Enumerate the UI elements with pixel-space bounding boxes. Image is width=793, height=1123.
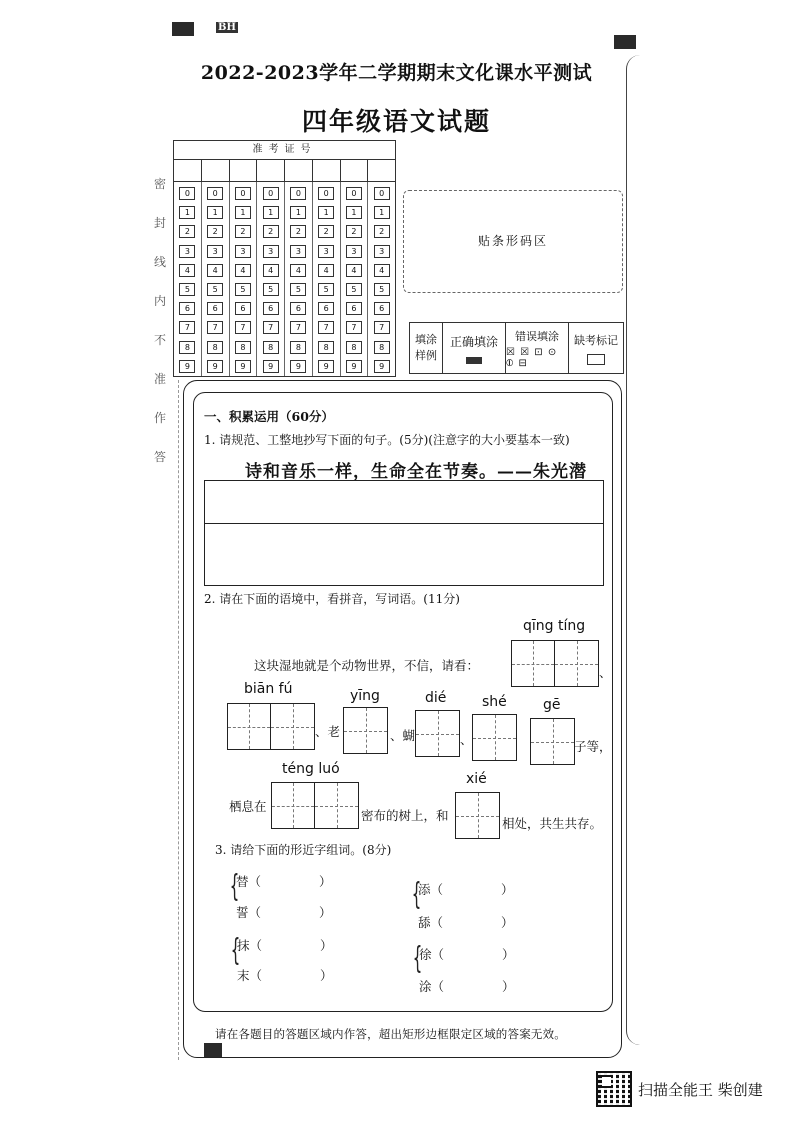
word-group-3a[interactable] (237, 936, 333, 954)
qr-code-icon (596, 1071, 632, 1107)
digit-bubble[interactable]: 0 (290, 187, 306, 200)
tianzige-ying[interactable] (343, 707, 388, 754)
question-2-prompt: 2. 请在下面的语境中，看拼音，写词语。(11分) (204, 592, 460, 606)
digit-bubble[interactable]: 3 (346, 245, 362, 258)
word-char: 添（ (418, 882, 444, 897)
digit-bubble[interactable]: 7 (290, 321, 306, 334)
q2-line1-end: 、 (599, 665, 612, 680)
digit-bubble[interactable]: 4 (263, 264, 279, 277)
word-char: 舔（ (418, 915, 444, 930)
legend-wrong-label: 错误填涂 (515, 329, 559, 343)
digit-bubble[interactable]: 8 (290, 341, 306, 354)
digit-bubble[interactable]: 7 (179, 321, 195, 334)
digit-bubble[interactable]: 7 (263, 321, 279, 334)
digit-bubble[interactable]: 9 (263, 360, 279, 373)
tianzige-die[interactable] (415, 710, 460, 757)
digit-bubble[interactable]: 5 (290, 283, 306, 296)
digit-bubble[interactable]: 9 (346, 360, 362, 373)
digit-bubble[interactable]: 4 (346, 264, 362, 277)
word-group-2b[interactable] (418, 913, 514, 931)
digit-bubble[interactable]: 9 (374, 360, 390, 373)
digit-bubble[interactable]: 2 (290, 225, 306, 238)
digit-bubble[interactable]: 3 (374, 245, 390, 258)
digit-bubble[interactable]: 6 (179, 302, 195, 315)
admission-number-write-row[interactable] (174, 159, 395, 182)
digit-bubble[interactable]: 1 (290, 206, 306, 219)
wrong-fill-marks: ☒ ☒ ⊡ ⊙ ⦶ ⊟ (506, 346, 558, 369)
alignment-marker-top-left (172, 22, 194, 36)
word-char: 末（ (237, 968, 263, 983)
seal-char: 准 (153, 372, 166, 386)
digit-bubble[interactable]: 2 (207, 225, 223, 238)
pinyin-xie: xié (466, 771, 487, 787)
tianzige-tengluo[interactable] (271, 782, 359, 829)
digit-bubble[interactable]: 3 (179, 245, 195, 258)
digit-column (174, 182, 202, 376)
seal-char: 答 (153, 450, 166, 464)
word-close: ） (320, 938, 333, 953)
brace: { (412, 941, 423, 976)
digit-column (230, 182, 258, 376)
digit-bubble[interactable]: 3 (318, 245, 334, 258)
digit-bubble[interactable]: 7 (235, 321, 251, 334)
digit-bubble[interactable]: 6 (207, 302, 223, 315)
admission-number-label: 准考证号 (174, 141, 395, 160)
pinyin-tengluo: téng luó (282, 761, 340, 777)
digit-column (285, 182, 313, 376)
digit-column (368, 182, 395, 376)
digit-bubble[interactable]: 3 (207, 245, 223, 258)
digit-bubble[interactable]: 1 (263, 206, 279, 219)
barcode-area: 贴条形码区 (403, 190, 623, 293)
digit-bubble[interactable]: 1 (318, 206, 334, 219)
q2-line2-hu: 、蝴 (390, 728, 416, 743)
binding-line (178, 380, 179, 1060)
q2-line3-mid: 密布的树上，和 (361, 808, 449, 823)
digit-bubble[interactable]: 3 (235, 245, 251, 258)
pinyin-ying: yīng (350, 688, 380, 704)
digit-bubble[interactable]: 0 (263, 187, 279, 200)
word-group-1a[interactable] (236, 872, 332, 890)
q2-line2-end: 子等， (574, 739, 612, 754)
digit-bubble[interactable]: 4 (207, 264, 223, 277)
question-3-prompt: 3. 请给下面的形近字组词。(8分) (215, 843, 392, 857)
legend-sample-label: 填涂样例 (410, 323, 443, 373)
legend-wrong (506, 323, 569, 373)
legend-absent-label: 缺考标记 (574, 333, 618, 347)
word-close: ） (319, 905, 332, 920)
q2-line2-dun: 、 (460, 732, 473, 747)
digit-bubble[interactable]: 4 (290, 264, 306, 277)
pinyin-qingting: qīng tíng (523, 618, 586, 634)
legend-correct-label: 正确填涂 (449, 334, 498, 349)
digit-bubble[interactable]: 6 (290, 302, 306, 315)
tianzige-qingting[interactable] (511, 640, 599, 687)
seal-char: 封 (153, 216, 166, 230)
digit-bubble[interactable]: 8 (207, 341, 223, 354)
pinyin-ge: gē (543, 697, 561, 713)
digit-bubble[interactable]: 2 (374, 225, 390, 238)
admission-number-grid (173, 140, 396, 377)
digit-bubble[interactable]: 2 (318, 225, 334, 238)
word-close: ） (502, 979, 515, 994)
digit-bubble[interactable]: 0 (207, 187, 223, 200)
seal-char: 不 (153, 333, 166, 347)
digit-bubble[interactable]: 4 (179, 264, 195, 277)
word-char: 誓（ (236, 905, 262, 920)
word-char: 替（ (236, 874, 262, 889)
q2-line3-end: 相处，共生共存。 (502, 816, 603, 831)
digit-bubble[interactable]: 6 (346, 302, 362, 315)
seal-char: 作 (153, 411, 166, 425)
tianzige-ge[interactable] (530, 718, 575, 765)
word-close: ） (319, 874, 332, 889)
exam-subtitle: 四年级语文试题 (301, 107, 491, 136)
q2-line2-lao: 、老 (315, 724, 341, 739)
section-heading: 一、积累运用（60分） (204, 409, 334, 424)
scanner-watermark: 扫描全能王 柴创建 (638, 1081, 763, 1099)
brace: { (411, 877, 422, 912)
digit-bubble[interactable]: 2 (263, 225, 279, 238)
q2-line1-text: 这块湿地就是个动物世界，不信，请看： (254, 658, 480, 673)
digit-bubble[interactable]: 2 (179, 225, 195, 238)
digit-bubble[interactable]: 1 (235, 206, 251, 219)
copy-writing-lines[interactable] (204, 480, 604, 586)
word-close: ） (320, 968, 333, 983)
word-close: ） (501, 882, 514, 897)
word-group-4a[interactable] (419, 945, 515, 963)
word-char: 抹（ (237, 938, 263, 953)
brace: { (230, 933, 241, 968)
word-group-1b[interactable] (236, 903, 332, 921)
digit-bubble[interactable]: 7 (318, 321, 334, 334)
digit-column (341, 182, 369, 376)
legend-correct (443, 323, 506, 373)
digit-bubble[interactable]: 3 (290, 245, 306, 258)
digit-bubble[interactable]: 8 (263, 341, 279, 354)
digit-bubble[interactable]: 8 (374, 341, 390, 354)
digit-column (202, 182, 230, 376)
answer-area-notice: 请在各题目的答题区域内作答，超出矩形边框限定区域的答案无效。 (215, 1027, 566, 1041)
digit-column (257, 182, 285, 376)
digit-bubble[interactable]: 1 (346, 206, 362, 219)
alignment-marker-top-right (614, 35, 636, 49)
word-char: 涂（ (419, 979, 445, 994)
top-left-code: BH (218, 22, 236, 33)
digit-columns (174, 182, 395, 376)
word-group-2a[interactable] (418, 880, 514, 898)
digit-bubble[interactable]: 5 (346, 283, 362, 296)
digit-column (313, 182, 341, 376)
seal-char: 密 (153, 177, 166, 191)
q2-line3-start: 栖息在 (229, 799, 267, 814)
digit-bubble[interactable]: 4 (374, 264, 390, 277)
exam-title: 2022-2023学年二学期期末文化课水平测试 (200, 62, 593, 84)
digit-bubble[interactable]: 6 (318, 302, 334, 315)
digit-bubble[interactable]: 6 (235, 302, 251, 315)
absent-checkbox[interactable] (587, 354, 605, 365)
digit-bubble[interactable]: 1 (207, 206, 223, 219)
digit-bubble[interactable]: 9 (318, 360, 334, 373)
digit-bubble[interactable]: 6 (374, 302, 390, 315)
word-close: ） (501, 915, 514, 930)
tianzige-bianfu[interactable] (227, 703, 315, 750)
fill-legend (409, 322, 624, 374)
digit-bubble[interactable]: 4 (318, 264, 334, 277)
digit-bubble[interactable]: 9 (290, 360, 306, 373)
legend-absent (569, 323, 623, 373)
digit-bubble[interactable]: 4 (235, 264, 251, 277)
pinyin-die: dié (425, 690, 447, 706)
digit-bubble[interactable]: 5 (318, 283, 334, 296)
brace: { (229, 869, 240, 904)
page-edge-curve (626, 55, 641, 1045)
copy-sentence: 诗和音乐一样，生命全在节奏。——朱光潜 (245, 462, 587, 482)
word-char: 徐（ (419, 947, 445, 962)
digit-bubble[interactable]: 5 (374, 283, 390, 296)
digit-bubble[interactable]: 3 (263, 245, 279, 258)
digit-bubble[interactable]: 0 (374, 187, 390, 200)
digit-bubble[interactable]: 5 (207, 283, 223, 296)
digit-bubble[interactable]: 5 (179, 283, 195, 296)
seal-line-text (150, 165, 170, 477)
digit-bubble[interactable]: 2 (346, 225, 362, 238)
digit-bubble[interactable]: 9 (207, 360, 223, 373)
digit-bubble[interactable]: 0 (179, 187, 195, 200)
digit-bubble[interactable]: 0 (235, 187, 251, 200)
pinyin-she: shé (482, 694, 507, 710)
digit-bubble[interactable]: 8 (346, 341, 362, 354)
digit-bubble[interactable]: 9 (235, 360, 251, 373)
seal-char: 内 (153, 294, 166, 308)
word-group-3b[interactable] (237, 966, 333, 984)
digit-bubble[interactable]: 5 (235, 283, 251, 296)
digit-bubble[interactable]: 7 (346, 321, 362, 334)
digit-bubble[interactable]: 8 (235, 341, 251, 354)
digit-bubble[interactable]: 0 (346, 187, 362, 200)
digit-bubble[interactable]: 0 (318, 187, 334, 200)
digit-bubble[interactable]: 5 (263, 283, 279, 296)
pinyin-bianfu: biān fú (244, 681, 293, 697)
digit-bubble[interactable]: 1 (374, 206, 390, 219)
digit-bubble[interactable]: 1 (179, 206, 195, 219)
word-close: ） (502, 947, 515, 962)
question-1-prompt: 1. 请规范、工整地抄写下面的句子。(5分)(注意字的大小要基本一致) (204, 433, 570, 447)
digit-bubble[interactable]: 9 (179, 360, 195, 373)
tianzige-she[interactable] (472, 714, 517, 761)
digit-bubble[interactable]: 7 (374, 321, 390, 334)
digit-bubble[interactable]: 2 (235, 225, 251, 238)
digit-bubble[interactable]: 7 (207, 321, 223, 334)
correct-fill-mark (466, 357, 482, 364)
digit-bubble[interactable]: 6 (263, 302, 279, 315)
digit-bubble[interactable]: 8 (318, 341, 334, 354)
seal-char: 线 (153, 255, 166, 269)
word-group-4b[interactable] (419, 977, 515, 995)
tianzige-xie[interactable] (455, 792, 500, 839)
digit-bubble[interactable]: 8 (179, 341, 195, 354)
